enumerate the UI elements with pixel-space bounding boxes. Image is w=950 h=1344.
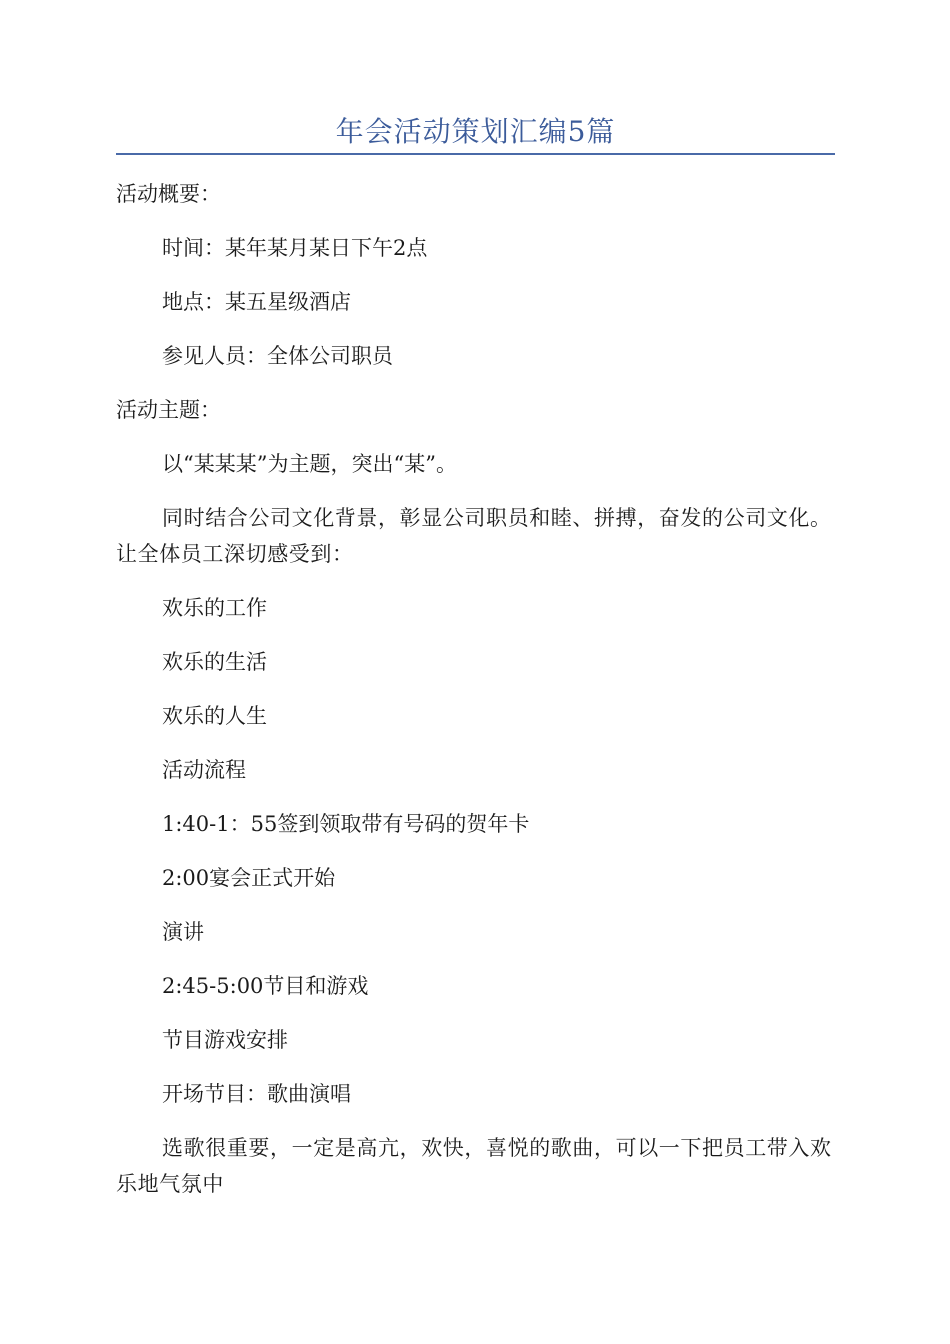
document-body xyxy=(116,176,835,1220)
section-heading-theme: 活动主题： xyxy=(116,398,221,422)
paragraph-happy-lifetime: 欢乐的人生 xyxy=(162,704,267,728)
paragraph-time: 时间：某年某月某日下午2点 xyxy=(162,236,428,260)
paragraph-culture: 同时结合公司文化背景，彰显公司职员和睦、拼搏，奋发的公司文化。让全体员工深切感受到： xyxy=(116,506,832,566)
document-title: 年会活动策划汇编5篇 xyxy=(335,115,616,148)
paragraph-banquet-start: 2:00宴会正式开始 xyxy=(162,866,336,890)
paragraph-attendees: 参见人员：全体公司职员 xyxy=(162,344,393,368)
paragraph-activity-flow: 活动流程 xyxy=(162,758,246,782)
paragraph-happy-life: 欢乐的生活 xyxy=(162,650,267,674)
paragraph-theme: 以“某某某”为主题，突出“某”。 xyxy=(162,452,457,476)
paragraph-programs-games: 2:45-5:00节目和游戏 xyxy=(162,974,369,998)
paragraph-signin: 1:40-1：55签到领取带有号码的贺年卡 xyxy=(162,812,530,836)
paragraph-location: 地点：某五星级酒店 xyxy=(162,290,351,314)
section-heading-overview: 活动概要： xyxy=(116,182,221,206)
paragraph-song-selection: 选歌很重要，一定是高亢，欢快，喜悦的歌曲，可以一下把员工带入欢乐地气氛中 xyxy=(116,1136,832,1196)
paragraph-program-arrangement: 节目游戏安排 xyxy=(162,1028,288,1052)
paragraph-speech: 演讲 xyxy=(162,920,204,944)
paragraph-opening-program: 开场节目：歌曲演唱 xyxy=(162,1082,351,1106)
title-underline xyxy=(116,153,835,155)
paragraph-happy-work: 欢乐的工作 xyxy=(162,596,267,620)
